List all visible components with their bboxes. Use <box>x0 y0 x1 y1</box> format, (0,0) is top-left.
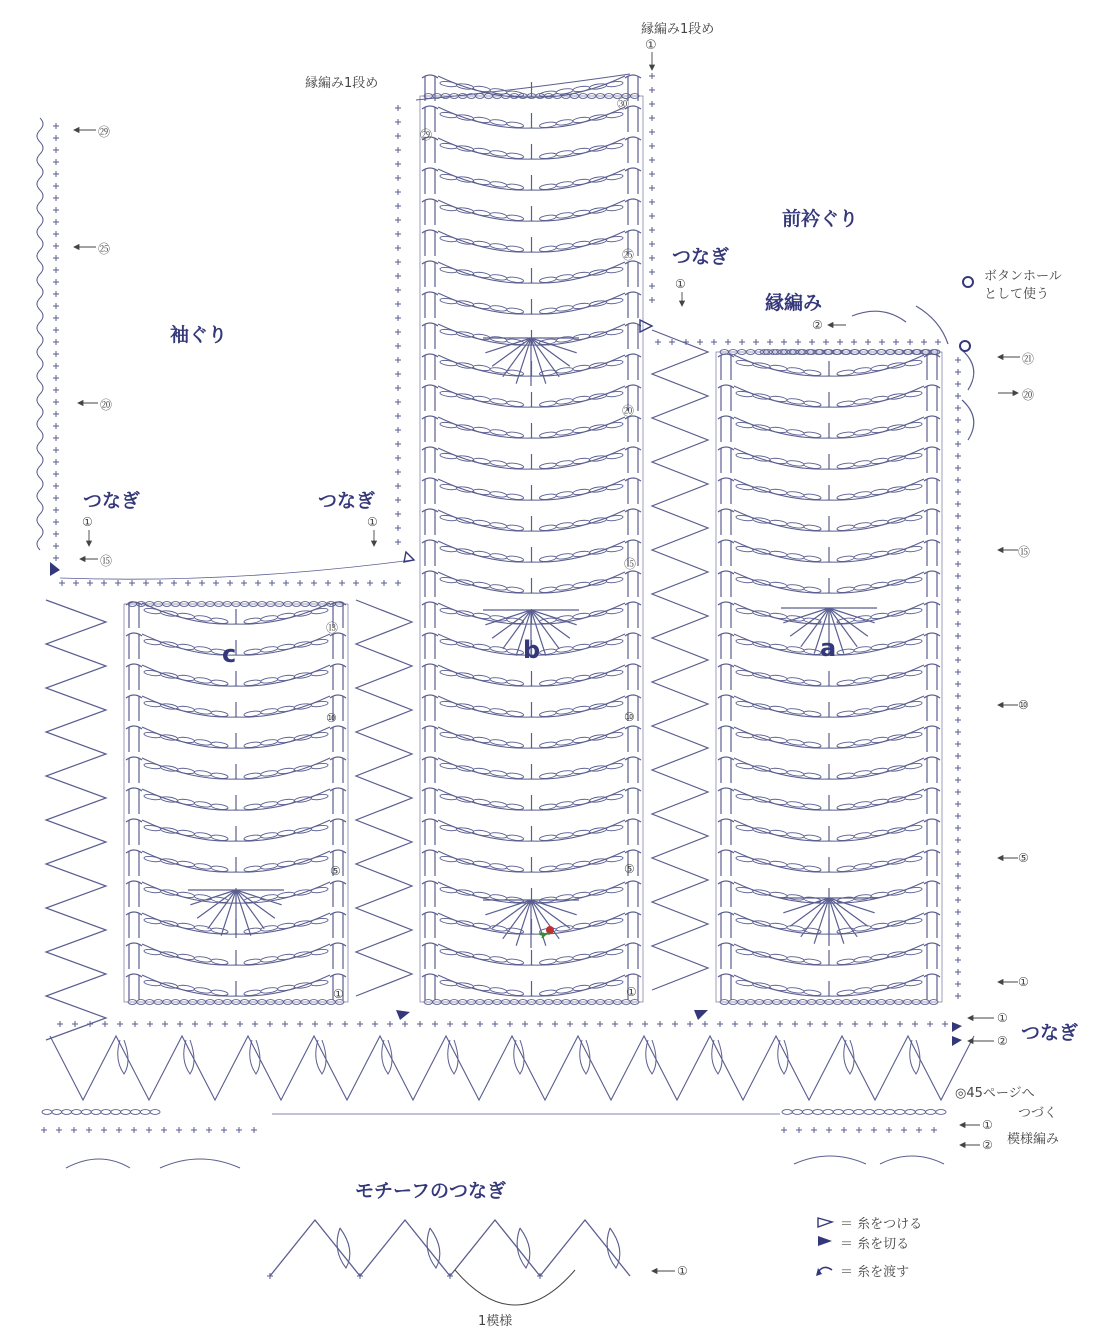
panel-a-chain <box>837 763 922 778</box>
row-marker: ㉕ <box>622 248 635 262</box>
legend-cut-text: ＝ 糸を切る <box>840 1237 910 1252</box>
panel-b-chain <box>440 205 524 220</box>
panel-a-chain <box>736 794 821 809</box>
panel-b-chain <box>440 701 524 716</box>
motif-join-stitches <box>267 1273 543 1279</box>
row-marker: ① <box>82 515 93 529</box>
cut-yarn-icon <box>952 1036 962 1046</box>
panel-a-chain <box>736 422 821 437</box>
panel-b-chain <box>440 422 524 437</box>
panel-b-chain <box>440 918 524 933</box>
row-marker: ⑬ <box>326 621 339 635</box>
panel-c-chain <box>244 856 328 871</box>
panel-b-chain <box>440 639 524 654</box>
buttonhole-legend-icon <box>963 277 973 287</box>
one-repeat-label: 1模様 <box>478 1314 513 1329</box>
shell-fan <box>236 890 264 929</box>
panel-c-chain <box>244 670 328 685</box>
legend-carry-text: ＝ 糸を渡す <box>840 1265 910 1280</box>
panel-b-chain <box>440 546 524 561</box>
cut-yarn-icon <box>50 562 60 576</box>
cut-yarn-icon <box>952 1022 962 1032</box>
row-marker: ⑳ <box>100 398 113 412</box>
panel-b-chain <box>440 794 524 809</box>
edging-label: 縁編み <box>765 292 823 314</box>
panel-b-chain <box>539 391 623 406</box>
panel-c-chain <box>244 918 328 933</box>
panel-a-chain <box>736 732 821 747</box>
panel-b-chain <box>539 577 623 592</box>
panel-b-chain <box>539 174 623 189</box>
panel-b-chain <box>539 546 623 561</box>
panel-c-chain <box>144 794 228 809</box>
row-marker: ② <box>982 1138 993 1152</box>
panel-b-chain <box>539 980 623 995</box>
pattern-stitch-row <box>41 1127 257 1133</box>
panel-a-chain <box>837 794 922 809</box>
shell-fan <box>814 898 829 944</box>
row-marker: ㉕ <box>98 242 111 256</box>
panel-b-chain <box>440 732 524 747</box>
panel-a-chain <box>736 608 821 623</box>
shell-fan <box>236 890 275 918</box>
panel-b-left-edge <box>395 105 401 545</box>
panel-a-chain <box>736 546 821 561</box>
front-edge-stitches <box>955 357 961 999</box>
panel-a-chain <box>736 515 821 530</box>
panel-a-chain <box>837 856 922 871</box>
panel-c-chain <box>144 608 228 623</box>
cut-yarn-icon <box>396 1010 410 1020</box>
panel-a-chain <box>837 546 922 561</box>
motif-join-title: モチーフのつなぎ <box>355 1180 507 1202</box>
panel-c-chain <box>244 794 328 809</box>
shell-fan <box>197 890 236 918</box>
shell-fan <box>221 890 236 936</box>
panel-a-chain <box>736 453 821 468</box>
join-label-right: つなぎ <box>672 246 730 268</box>
buttonhole-loop <box>962 400 974 440</box>
panel-c-chain <box>144 732 228 747</box>
panel-b-chain <box>539 112 623 127</box>
panel-a-chain <box>736 763 821 778</box>
front-neckline-label: 前衿ぐり <box>782 208 859 230</box>
panel-c-chain <box>244 608 328 623</box>
row-marker: ① <box>982 1118 993 1132</box>
panel-b-chain <box>440 143 524 158</box>
panel-b-chain <box>539 143 623 158</box>
panel-b-chain <box>539 608 623 623</box>
pattern-chain <box>42 1110 160 1115</box>
row-marker: ⑩ <box>624 710 635 724</box>
armhole-curve <box>60 560 412 579</box>
panel-b-chain <box>440 763 524 778</box>
edge-row1-label-left: 縁編み1段め <box>305 76 379 91</box>
panel-a-chain <box>837 484 922 499</box>
panel-b-chain <box>539 329 623 344</box>
panel-a-chain <box>837 422 922 437</box>
join-zigzag-mid <box>356 600 412 996</box>
panel-a-chain <box>837 825 922 840</box>
panel-a-chain <box>736 360 821 375</box>
row-marker: ⑤ <box>330 864 341 878</box>
panel-c-chain <box>144 639 228 654</box>
attach-yarn-icon <box>640 320 652 332</box>
panel-label-a: a <box>820 634 837 662</box>
row-marker: ② <box>812 318 823 332</box>
pattern-stitch-label: 模様編み <box>1007 1132 1060 1147</box>
panel-a-chain <box>837 732 922 747</box>
panel-a-chain <box>736 949 821 964</box>
panel-b-chain <box>539 298 623 313</box>
panel-c-chain <box>244 763 328 778</box>
panel-label-c: c <box>222 640 237 668</box>
row-marker: ① <box>333 987 344 1001</box>
row-marker: ① <box>626 985 637 999</box>
panel-a-chain <box>837 949 922 964</box>
shell-fan <box>829 898 857 937</box>
panel-c-chain <box>244 949 328 964</box>
panel-a-chain <box>736 887 821 902</box>
panel-c-chain <box>144 949 228 964</box>
row-marker: ㉙ <box>98 125 111 139</box>
panel-b-chain <box>539 701 623 716</box>
panel-a-chain <box>837 701 922 716</box>
cut-yarn-legend-icon <box>818 1236 832 1246</box>
panel-a-chain <box>837 391 922 406</box>
row-marker: ① <box>1018 975 1029 989</box>
panel-b-chain <box>440 329 524 344</box>
buttonhole-label: ボタンホール として使う <box>984 269 1062 302</box>
panel-b-chain <box>539 422 623 437</box>
panel-b-chain <box>440 980 524 995</box>
buttonhole-loop <box>962 350 974 390</box>
panel-b-chain <box>440 391 524 406</box>
pattern-stitch-row-right <box>781 1127 937 1133</box>
panel-c-chain <box>144 918 228 933</box>
armhole-edge-stitches <box>53 123 59 561</box>
panel-c-chain <box>244 825 328 840</box>
panel-b-chain <box>539 205 623 220</box>
row-marker: ㉙ <box>420 128 433 142</box>
panel-c-chain <box>244 980 328 995</box>
panel-a-chain <box>837 670 922 685</box>
buttonhole-circle-icon <box>960 341 970 351</box>
panel-a-chain <box>736 856 821 871</box>
panel-c-chain <box>244 732 328 747</box>
panel-b-chain <box>539 794 623 809</box>
panel-b-chain <box>539 949 623 964</box>
panel-b-chain <box>440 236 524 251</box>
panel-a-chain <box>736 980 821 995</box>
panel-b-chain <box>539 515 623 530</box>
edge-row1-label-right: 縁編み1段め <box>641 22 715 37</box>
panel-c-chain <box>144 856 228 871</box>
panel-c-chain <box>144 825 228 840</box>
join-label-mid: つなぎ <box>318 490 376 512</box>
bottom-scallop-row <box>50 1036 974 1100</box>
panel-c-chain <box>144 670 228 685</box>
panel-b-chain <box>440 856 524 871</box>
row-marker: ① <box>367 515 378 529</box>
legend-attach-text: ＝ 糸をつける <box>840 1217 923 1232</box>
armhole-label: 袖ぐり <box>170 324 228 346</box>
panel-b-chain <box>440 670 524 685</box>
panel-c-chain <box>244 701 328 716</box>
buttonhole-loop <box>852 311 906 322</box>
panel-b-chain <box>539 484 623 499</box>
panel-a-chain <box>837 515 922 530</box>
row-marker: ㉚ <box>617 97 630 111</box>
row-marker: ② <box>997 1034 1008 1048</box>
panel-a-chain <box>837 453 922 468</box>
neck-edging-row <box>655 339 941 345</box>
row-marker: ⑩ <box>326 711 337 725</box>
panel-a-chain <box>837 887 922 902</box>
panel-a-chain <box>736 577 821 592</box>
shell-fan <box>485 610 531 625</box>
panel-a-chain <box>736 670 821 685</box>
panel-b-chain <box>440 298 524 313</box>
panel-c-chain <box>144 980 228 995</box>
row-marker-top-right: ① <box>645 38 657 53</box>
attach-yarn-legend-icon <box>818 1218 832 1227</box>
panel-b-chain <box>440 267 524 282</box>
shell-fan <box>236 890 251 936</box>
panel-a-chain <box>736 484 821 499</box>
panel-c-chain <box>244 639 328 654</box>
panel-label-b: b <box>523 636 541 664</box>
pattern-curve <box>66 1159 240 1168</box>
panel-a-chain <box>837 577 922 592</box>
panel-b-chain <box>440 360 524 375</box>
panel-b-chain <box>440 484 524 499</box>
pattern-chain-right <box>782 1110 946 1115</box>
buttonhole-loop <box>916 306 948 344</box>
row-marker: ⑮ <box>1018 545 1031 559</box>
panel-a-chain <box>736 825 821 840</box>
continue-label: つづく <box>1018 1106 1058 1121</box>
shell-fan <box>829 898 844 944</box>
panel-b-chain <box>539 732 623 747</box>
panel-b-chain <box>539 639 623 654</box>
repeat-bracket <box>455 1270 575 1305</box>
panel-b-chain <box>440 174 524 189</box>
panel-b-chain <box>539 763 623 778</box>
panel-b-chain <box>539 267 623 282</box>
armhole-bottom-stitches <box>59 580 401 586</box>
row-marker: ⑩ <box>1018 698 1029 712</box>
join-label-bottom: つなぎ <box>1021 1022 1079 1044</box>
row-marker: ⑮ <box>624 557 637 571</box>
panel-b-chain <box>539 856 623 871</box>
row-marker: ① <box>997 1011 1008 1025</box>
panel-b-chain <box>539 236 623 251</box>
panel-b-chain <box>440 515 524 530</box>
join-zigzag-left <box>46 600 106 1040</box>
panel-a-chain <box>736 701 821 716</box>
cut-yarn-icon <box>694 1010 708 1020</box>
row-marker: ① <box>677 1264 688 1278</box>
motif-join-zigzag <box>270 1220 630 1276</box>
panel-a-chain <box>837 608 922 623</box>
panel-b-chain <box>440 577 524 592</box>
join-label-left: つなぎ <box>83 490 141 512</box>
panel-b-chain <box>440 825 524 840</box>
shell-fan <box>531 900 546 946</box>
shell-fan <box>801 898 829 937</box>
row-marker: ⑳ <box>1022 388 1035 402</box>
panel-b-chain <box>440 949 524 964</box>
shell-fan <box>531 900 570 928</box>
panel-a-chain <box>837 980 922 995</box>
panel-c-chain <box>144 701 228 716</box>
continue-page-label: ◎45ページへ <box>955 1086 1035 1101</box>
panel-a-chain <box>736 391 821 406</box>
shell-fan <box>531 610 577 625</box>
row-marker: ⑳ <box>622 404 635 418</box>
row-marker: ㉑ <box>1022 352 1035 366</box>
panel-a-chain <box>736 639 821 654</box>
row-marker: ⑤ <box>624 862 635 876</box>
panel-a-chain <box>837 639 922 654</box>
shell-fan <box>208 890 236 929</box>
panel-b-chain <box>440 453 524 468</box>
shell-fan <box>516 900 531 946</box>
row-marker: ⑤ <box>1018 851 1029 865</box>
shell-fan <box>492 338 531 366</box>
panel-b-chain <box>539 453 623 468</box>
panel-b-chain <box>440 112 524 127</box>
bottom-join-stitches <box>57 1021 948 1027</box>
panel-b-chain <box>539 825 623 840</box>
join-zigzag-right <box>652 330 708 990</box>
armhole-chain-edge <box>37 118 43 550</box>
panel-c-chain <box>144 763 228 778</box>
shell-fan <box>492 900 531 928</box>
row-marker: ① <box>675 277 686 291</box>
pattern-curve-right <box>794 1156 944 1164</box>
row-marker: ⑮ <box>100 554 113 568</box>
panel-a-chain <box>837 360 922 375</box>
panel-b-chain <box>539 670 623 685</box>
neck-edge-stitches <box>649 73 655 303</box>
